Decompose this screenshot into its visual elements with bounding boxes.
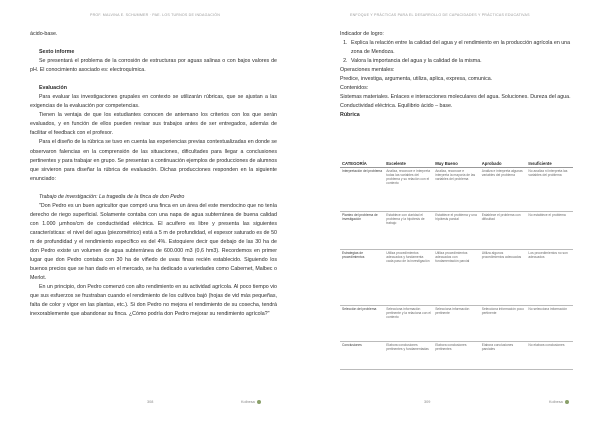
rubric-cell: Selecciona información pertinente xyxy=(433,306,480,342)
rubric-criterion: Conclusiones xyxy=(340,342,384,370)
paragraph-evaluacion-2: Tienen la ventaja de que los estudiantes conocen de antemano los criterios con los que serán evaluados, y en función de ellos pueden revisar sus trabajos antes de ser entregados, además de facilitar el feedback con el profesor. xyxy=(30,112,277,137)
contenidos-label: Contenidos: xyxy=(340,85,369,92)
heading-evaluacion: Evaluación xyxy=(39,85,67,92)
brand-name: Kolbesa xyxy=(549,400,563,404)
rubric-row xyxy=(340,342,573,370)
contenidos-text: Sistemas materiales. Enlaces e interacciones moleculares del agua. Soluciones. Dureza del agua. Conductividad eléctrica. Equilibrio ácido – base. xyxy=(340,94,571,110)
right-column xyxy=(340,30,572,120)
logro-item: 2. Valora la importancia del agua y la calidad de la misma. xyxy=(349,57,572,66)
running-head-right: ENFOQUE Y PRÁCTICAS PARA EL DESARROLLO DE CAPACIDADES Y PRÁCTICAS EDUCATIVAS xyxy=(350,13,530,17)
rubric-row xyxy=(340,250,573,306)
rubric-cell: Selecciona información pertinente y la relaciona con el contexto xyxy=(384,306,433,342)
rubric-cell: Los procedimientos no son adecuados xyxy=(526,250,573,306)
rubric-cell: Elabora conclusiones pertinentes xyxy=(433,342,480,370)
rubric-criterion: Selección del problema xyxy=(340,306,384,342)
text-continuation: ácido-base. xyxy=(30,31,58,37)
rubric-cell: Elabora conclusiones pertinentes y fundamentadas xyxy=(384,342,433,370)
rubric-cell: No selecciona información xyxy=(526,306,573,342)
page-number-left: 308 xyxy=(147,400,154,404)
running-head-left: PROF. MALVINA E. SCHUMMER · PAE. LOS TURNOS DE INDAGACIÓN xyxy=(90,13,221,17)
logro-item: 1. Explica la relación entre la calidad del agua y el rendimiento en la producción agrícola en una zona de Mendoza. xyxy=(349,39,572,57)
rubric-cell: Analiza, reconoce e interpreta todas las variables del problema y su relación con el contexto xyxy=(384,168,433,212)
rubric-row xyxy=(340,212,573,250)
indicador-label: Indicador de logro: xyxy=(340,31,384,37)
rubric-cell: Elabora conclusiones parciales xyxy=(480,342,527,370)
rubric-row xyxy=(340,168,573,212)
rubric-header-cell: Muy Bueno xyxy=(433,159,480,168)
logros-list xyxy=(340,39,572,66)
rubric-criterion: Interpretación del problema xyxy=(340,168,384,212)
rubric-header-cell: CATEGORÍA xyxy=(340,159,384,168)
rubric-cell: No analiza ni interpreta las variables del problema xyxy=(526,168,573,212)
rubric-header-row xyxy=(340,159,573,168)
operaciones-text: Predice, investiga, argumenta, utiliza, aplica, expresa, comunica. xyxy=(340,76,493,83)
left-column xyxy=(30,30,277,319)
rubric-cell: Selecciona información poco pertinente xyxy=(480,306,527,342)
case-paragraph-1: "Don Pedro es un buen agricultor que compró una finca en un área del este mendocino que no tenía derecho de riego superficial. Solamente contaba con una napa de agua subterránea de buena calidad con 1.000 μmhos/cm de conductividad eléctrica. El acuífero es libre y presenta las siguientes características: el nivel del agua (piezométrico) está a 5 m de profundidad, el espesor saturado es de 50 m de profundidad y el rendimiento específico es del 4%. Estoquiere decir que debajo de las 30 ha de don Pedro existe un volumen de agua subterránea de 600.000 m3 (0,6 hm3). Recordemos en primer lugar que don Pedro contaba con 30 ha de viñedo de uvas finas recién establecido. Siguiendo los buenos precios que se han dado en el mercado, se ha dedicado a variedades como Cabernet, Malbec o Merlot. xyxy=(30,202,277,282)
rubric-cell: Establece con claridad el problema y la hipótesis de trabajo xyxy=(384,212,433,250)
rubric-cell: Analiza e interpreta algunas variables del problema xyxy=(480,168,527,212)
rubric-cell: Establece el problema con dificultad xyxy=(480,212,527,250)
brand-logo-icon xyxy=(565,400,569,404)
paragraph-informe: Se presentará el problema de la corrosión de estructuras por aguas salinas o con bajos valores de pH. El conocimiento asociado es: electroquímica. xyxy=(30,58,277,74)
rubric-cell: No elabora conclusiones xyxy=(526,342,573,370)
rubric-criterion: Planteo del problema de investigación xyxy=(340,212,384,250)
rubric-header-cell: Insuficiente xyxy=(526,159,573,168)
paragraph-evaluacion-1: Para evaluar las investigaciones grupales en contexto se utilizarán rúbricas, que se ajustan a las exigencias de la evaluación por competencias. xyxy=(30,94,277,110)
case-title: Trabajo de investigación: La tragedia de la finca de don Pedro xyxy=(39,193,185,200)
rubric-table xyxy=(340,159,573,370)
page-number-right: 309 xyxy=(424,400,431,404)
footer-brand-left xyxy=(241,400,261,404)
rubric-cell: Analiza, reconoce e interpreta la mayoría de las variables del problema xyxy=(433,168,480,212)
heading-sexto-informe: Sexto informe xyxy=(39,49,75,56)
rubric-cell: Establece el problema y una hipótesis parcial xyxy=(433,212,480,250)
rubric-criterion: Estrategias de procedimientos xyxy=(340,250,384,306)
rubric-row xyxy=(340,306,573,342)
rubric-cell: Utiliza algunos procedimientos adecuados xyxy=(480,250,527,306)
rubric-header-cell: Excelente xyxy=(384,159,433,168)
rubric-cell: No establece el problema xyxy=(526,212,573,250)
brand-name: Kolbesa xyxy=(241,400,255,404)
footer-brand-right xyxy=(549,400,569,404)
operaciones-label: Operaciones mentales: xyxy=(340,67,395,74)
rubric-cell: Utiliza procedimientos adecuados con fundamentación parcial xyxy=(433,250,480,306)
case-paragraph-2: En un principio, don Pedro comenzó con alto rendimiento en su actividad agrícola. Al poco tiempo vio que sus esfuerzos se frustraban cuando el rendimiento de los cultivos bajó (hojas de vid más pequeñas, falta de color y vigor en las plantas, etc.). Si don Pedro no mejora el rendimiento de su cosecha, tendrá inexorablemente que abandonar su finca. ¿Cómo podría don Pedro mejorar su rendimiento agrícola?" xyxy=(30,284,277,318)
rubric-header-cell: Aprobado xyxy=(480,159,527,168)
rubrica-heading: Rúbrica xyxy=(340,112,360,119)
brand-logo-icon xyxy=(257,400,261,404)
rubric-cell: Utiliza procedimientos adecuados y fundamenta cada paso de la investigación xyxy=(384,250,433,306)
paragraph-evaluacion-3: Para el diseño de la rúbrica se tuvo en cuenta las experiencias previas contextualizadas en donde se observaron falencias en la comprensión de las situaciones, dificultades para llegar a conclusiones pertinentes y para trabajar en grupo. Se presentan a continuación ejemplos de producciones de alumnos que sirvieron para diseñar la rúbrica de evaluación. Dichas producciones responden en la siguiente enunciado: xyxy=(30,139,277,182)
